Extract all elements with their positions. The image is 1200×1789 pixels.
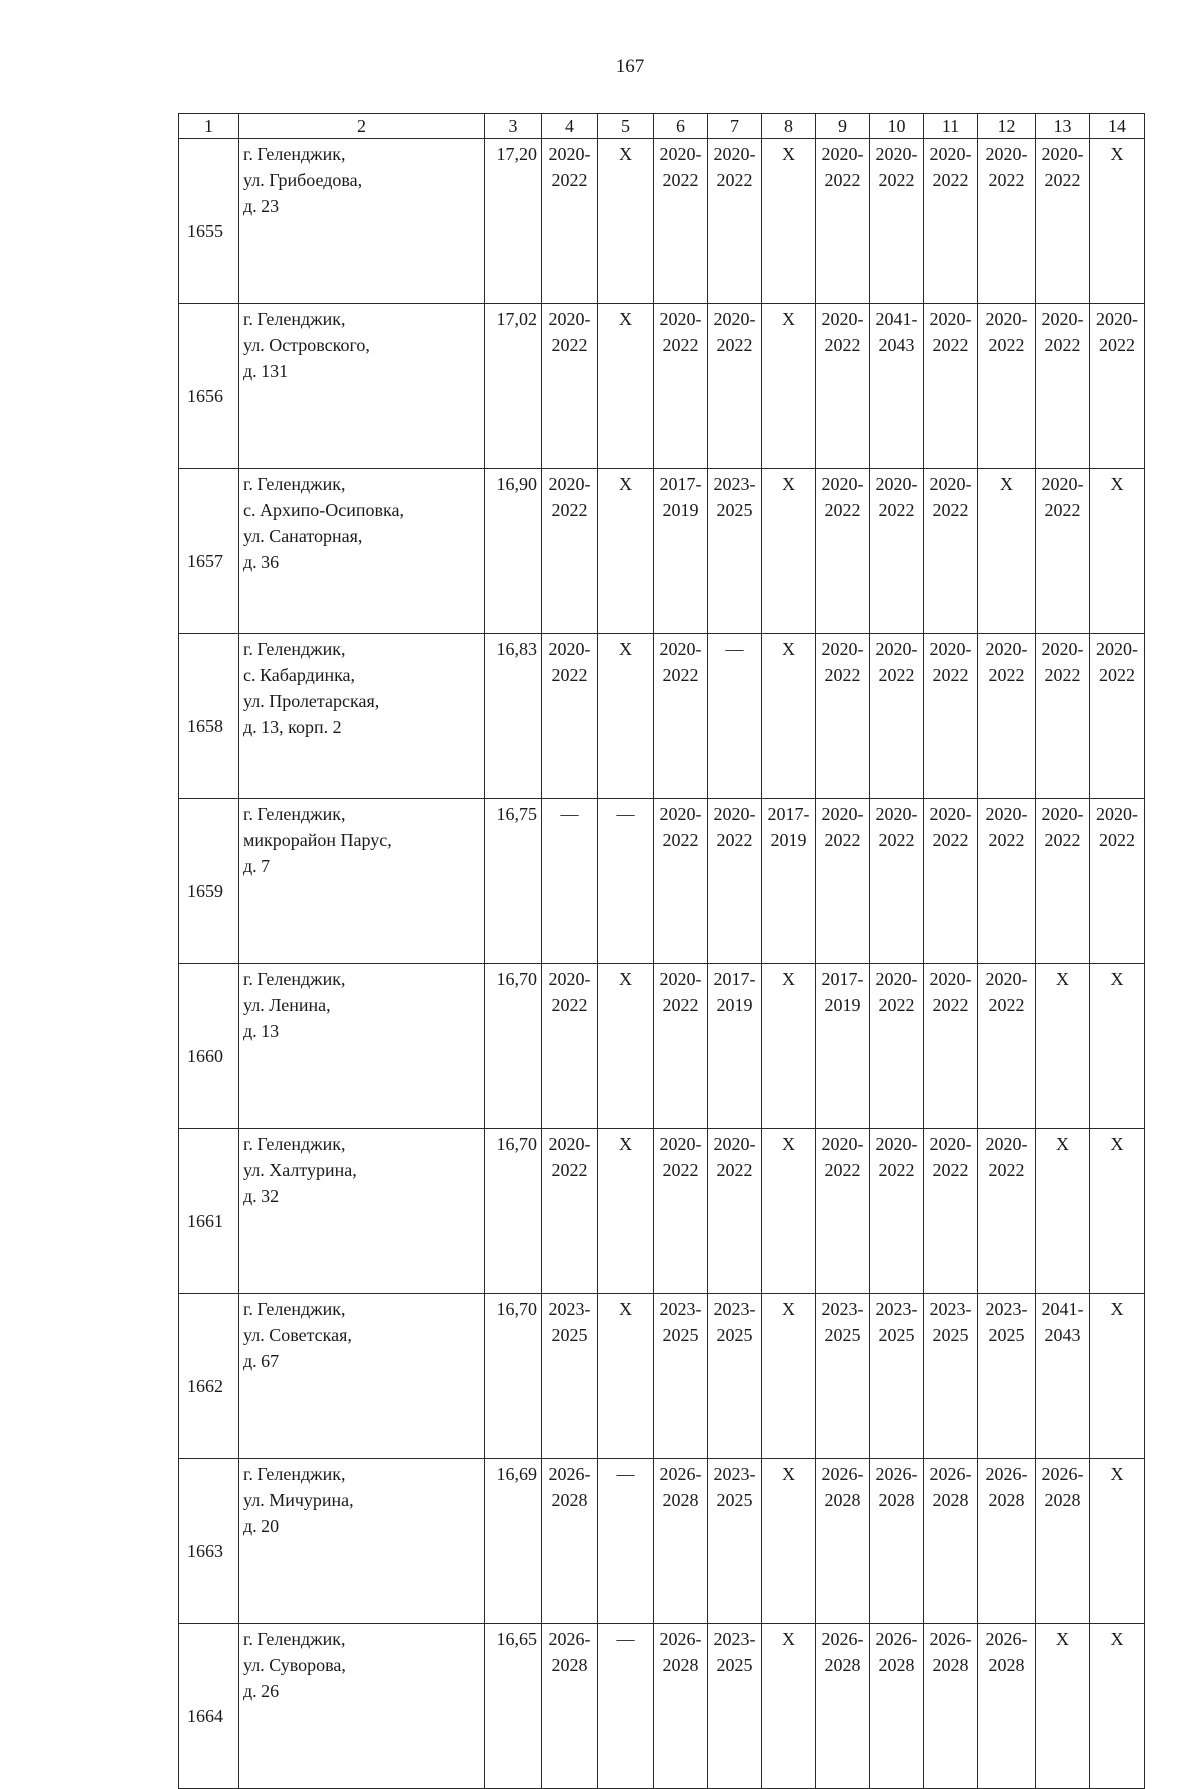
period-cell: Х: [762, 469, 816, 634]
period-cell: 2020- 2022: [654, 964, 708, 1129]
period-cell: Х: [762, 304, 816, 469]
table-row: [179, 799, 1145, 964]
period-cell: —: [708, 634, 762, 799]
period-cell: 2017- 2019: [816, 964, 870, 1129]
period-cell: 2020- 2022: [1090, 304, 1145, 469]
header-row: [179, 114, 1145, 139]
address-cell: г. Геленджик, ул. Халтурина, д. 32: [239, 1129, 485, 1294]
period-cell: 2023- 2025: [708, 469, 762, 634]
area-cell: 16,70: [485, 964, 542, 1129]
period-cell: 2020- 2022: [542, 139, 598, 304]
header-cell: 9: [816, 114, 870, 139]
address-cell: г. Геленджик, с. Кабардинка, ул. Пролетарская, д. 13, корп. 2: [239, 634, 485, 799]
row-number: 1658: [179, 634, 239, 799]
period-cell: 2023- 2025: [708, 1624, 762, 1789]
period-cell: 2020- 2022: [870, 469, 924, 634]
period-cell: 2020- 2022: [870, 1129, 924, 1294]
period-cell: Х: [1036, 1129, 1090, 1294]
period-cell: Х: [762, 1624, 816, 1789]
period-cell: 2026- 2028: [542, 1624, 598, 1789]
period-cell: Х: [598, 1129, 654, 1294]
period-cell: 2020- 2022: [654, 634, 708, 799]
area-cell: 16,90: [485, 469, 542, 634]
area-cell: 16,65: [485, 1624, 542, 1789]
table-row: [179, 139, 1145, 304]
period-cell: Х: [1090, 1294, 1145, 1459]
period-cell: 2020- 2022: [870, 139, 924, 304]
period-cell: 2020- 2022: [1090, 799, 1145, 964]
row-number: 1661: [179, 1129, 239, 1294]
period-cell: 2020- 2022: [978, 139, 1036, 304]
period-cell: 2020- 2022: [542, 1129, 598, 1294]
period-cell: 2026- 2028: [924, 1624, 978, 1789]
address-cell: г. Геленджик, ул. Советская, д. 67: [239, 1294, 485, 1459]
page-number: 167: [615, 56, 645, 77]
period-cell: —: [598, 1459, 654, 1624]
period-cell: Х: [762, 139, 816, 304]
address-cell: г. Геленджик, ул. Суворова, д. 26: [239, 1624, 485, 1789]
period-cell: 2020- 2022: [708, 1129, 762, 1294]
period-cell: Х: [1090, 1624, 1145, 1789]
row-number: 1662: [179, 1294, 239, 1459]
period-cell: 2020- 2022: [924, 1129, 978, 1294]
period-cell: 2020- 2022: [1036, 304, 1090, 469]
period-cell: 2020- 2022: [1036, 139, 1090, 304]
period-cell: 2020- 2022: [816, 139, 870, 304]
period-cell: 2020- 2022: [816, 634, 870, 799]
period-cell: 2020- 2022: [708, 304, 762, 469]
period-cell: 2020- 2022: [924, 304, 978, 469]
period-cell: Х: [762, 1129, 816, 1294]
table-body: [179, 114, 1145, 1789]
period-cell: 2041- 2043: [1036, 1294, 1090, 1459]
period-cell: 2017- 2019: [708, 964, 762, 1129]
period-cell: Х: [598, 304, 654, 469]
period-cell: Х: [598, 964, 654, 1129]
table-row: [179, 1294, 1145, 1459]
period-cell: Х: [762, 634, 816, 799]
period-cell: 2020- 2022: [708, 799, 762, 964]
row-number: 1655: [179, 139, 239, 304]
header-cell: 8: [762, 114, 816, 139]
table-row: [179, 634, 1145, 799]
address-cell: г. Геленджик, ул. Ленина, д. 13: [239, 964, 485, 1129]
period-cell: 2020- 2022: [542, 469, 598, 634]
period-cell: 2023- 2025: [924, 1294, 978, 1459]
period-cell: 2026- 2028: [1036, 1459, 1090, 1624]
period-cell: 2020- 2022: [978, 1129, 1036, 1294]
period-cell: 2020- 2022: [1036, 634, 1090, 799]
area-cell: 16,70: [485, 1129, 542, 1294]
housing-table: [178, 113, 1145, 1789]
period-cell: Х: [598, 1294, 654, 1459]
period-cell: 2020- 2022: [654, 139, 708, 304]
period-cell: 2026- 2028: [654, 1459, 708, 1624]
period-cell: 2020- 2022: [870, 964, 924, 1129]
address-cell: г. Геленджик, с. Архипо-Осиповка, ул. Санаторная, д. 36: [239, 469, 485, 634]
period-cell: Х: [762, 964, 816, 1129]
period-cell: 2026- 2028: [870, 1459, 924, 1624]
period-cell: 2020- 2022: [924, 799, 978, 964]
period-cell: 2023- 2025: [708, 1294, 762, 1459]
area-cell: 17,20: [485, 139, 542, 304]
header-cell: 10: [870, 114, 924, 139]
period-cell: 2020- 2022: [708, 139, 762, 304]
period-cell: 2020- 2022: [924, 139, 978, 304]
table-row: [179, 1129, 1145, 1294]
period-cell: 2020- 2022: [924, 964, 978, 1129]
period-cell: 2020- 2022: [870, 634, 924, 799]
period-cell: 2020- 2022: [924, 469, 978, 634]
address-cell: г. Геленджик, ул. Грибоедова, д. 23: [239, 139, 485, 304]
period-cell: 2023- 2025: [870, 1294, 924, 1459]
period-cell: 2020- 2022: [542, 634, 598, 799]
period-cell: Х: [598, 469, 654, 634]
header-cell: 13: [1036, 114, 1090, 139]
period-cell: Х: [1036, 964, 1090, 1129]
period-cell: 2017- 2019: [654, 469, 708, 634]
header-cell: 4: [542, 114, 598, 139]
row-number: 1656: [179, 304, 239, 469]
period-cell: 2026- 2028: [978, 1459, 1036, 1624]
area-cell: 16,83: [485, 634, 542, 799]
table-row: [179, 1459, 1145, 1624]
period-cell: 2026- 2028: [816, 1459, 870, 1624]
period-cell: 2017- 2019: [762, 799, 816, 964]
period-cell: 2020- 2022: [1036, 469, 1090, 634]
header-cell: 11: [924, 114, 978, 139]
period-cell: 2020- 2022: [654, 799, 708, 964]
header-cell: 7: [708, 114, 762, 139]
period-cell: 2026- 2028: [654, 1624, 708, 1789]
header-cell: 12: [978, 114, 1036, 139]
header-cell: 3: [485, 114, 542, 139]
period-cell: Х: [598, 139, 654, 304]
period-cell: Х: [1090, 469, 1145, 634]
period-cell: 2020- 2022: [654, 1129, 708, 1294]
address-cell: г. Геленджик, ул. Островского, д. 131: [239, 304, 485, 469]
period-cell: Х: [1036, 1624, 1090, 1789]
table-row: [179, 1624, 1145, 1789]
period-cell: 2026- 2028: [542, 1459, 598, 1624]
period-cell: 2020- 2022: [816, 799, 870, 964]
period-cell: 2023- 2025: [978, 1294, 1036, 1459]
header-cell: 1: [179, 114, 239, 139]
period-cell: Х: [1090, 964, 1145, 1129]
row-number: 1664: [179, 1624, 239, 1789]
period-cell: 2020- 2022: [1036, 799, 1090, 964]
area-cell: 16,75: [485, 799, 542, 964]
period-cell: 2020- 2022: [978, 634, 1036, 799]
period-cell: 2020- 2022: [978, 799, 1036, 964]
period-cell: 2026- 2028: [978, 1624, 1036, 1789]
period-cell: 2020- 2022: [654, 304, 708, 469]
row-number: 1659: [179, 799, 239, 964]
row-number: 1663: [179, 1459, 239, 1624]
address-cell: г. Геленджик, ул. Мичурина, д. 20: [239, 1459, 485, 1624]
period-cell: 2020- 2022: [978, 964, 1036, 1129]
period-cell: 2023- 2025: [816, 1294, 870, 1459]
period-cell: 2023- 2025: [654, 1294, 708, 1459]
header-cell: 6: [654, 114, 708, 139]
period-cell: Х: [978, 469, 1036, 634]
period-cell: 2020- 2022: [816, 469, 870, 634]
row-number: 1657: [179, 469, 239, 634]
area-cell: 16,70: [485, 1294, 542, 1459]
period-cell: Х: [1090, 1459, 1145, 1624]
table-row: [179, 469, 1145, 634]
period-cell: 2026- 2028: [870, 1624, 924, 1789]
header-cell: 2: [239, 114, 485, 139]
period-cell: 2023- 2025: [542, 1294, 598, 1459]
period-cell: 2026- 2028: [924, 1459, 978, 1624]
period-cell: 2020- 2022: [542, 304, 598, 469]
period-cell: Х: [1090, 1129, 1145, 1294]
area-cell: 16,69: [485, 1459, 542, 1624]
period-cell: Х: [762, 1294, 816, 1459]
period-cell: 2023- 2025: [708, 1459, 762, 1624]
period-cell: —: [598, 1624, 654, 1789]
address-cell: г. Геленджик, микрорайон Парус, д. 7: [239, 799, 485, 964]
row-number: 1660: [179, 964, 239, 1129]
period-cell: 2020- 2022: [924, 634, 978, 799]
area-cell: 17,02: [485, 304, 542, 469]
header-cell: 5: [598, 114, 654, 139]
period-cell: 2020- 2022: [1090, 634, 1145, 799]
period-cell: Х: [762, 1459, 816, 1624]
period-cell: Х: [598, 634, 654, 799]
period-cell: —: [598, 799, 654, 964]
period-cell: 2020- 2022: [542, 964, 598, 1129]
period-cell: —: [542, 799, 598, 964]
table-row: [179, 304, 1145, 469]
period-cell: 2020- 2022: [816, 1129, 870, 1294]
period-cell: 2020- 2022: [870, 799, 924, 964]
header-cell: 14: [1090, 114, 1145, 139]
period-cell: Х: [1090, 139, 1145, 304]
period-cell: 2026- 2028: [816, 1624, 870, 1789]
table-row: [179, 964, 1145, 1129]
period-cell: 2020- 2022: [816, 304, 870, 469]
period-cell: 2020- 2022: [978, 304, 1036, 469]
period-cell: 2041- 2043: [870, 304, 924, 469]
